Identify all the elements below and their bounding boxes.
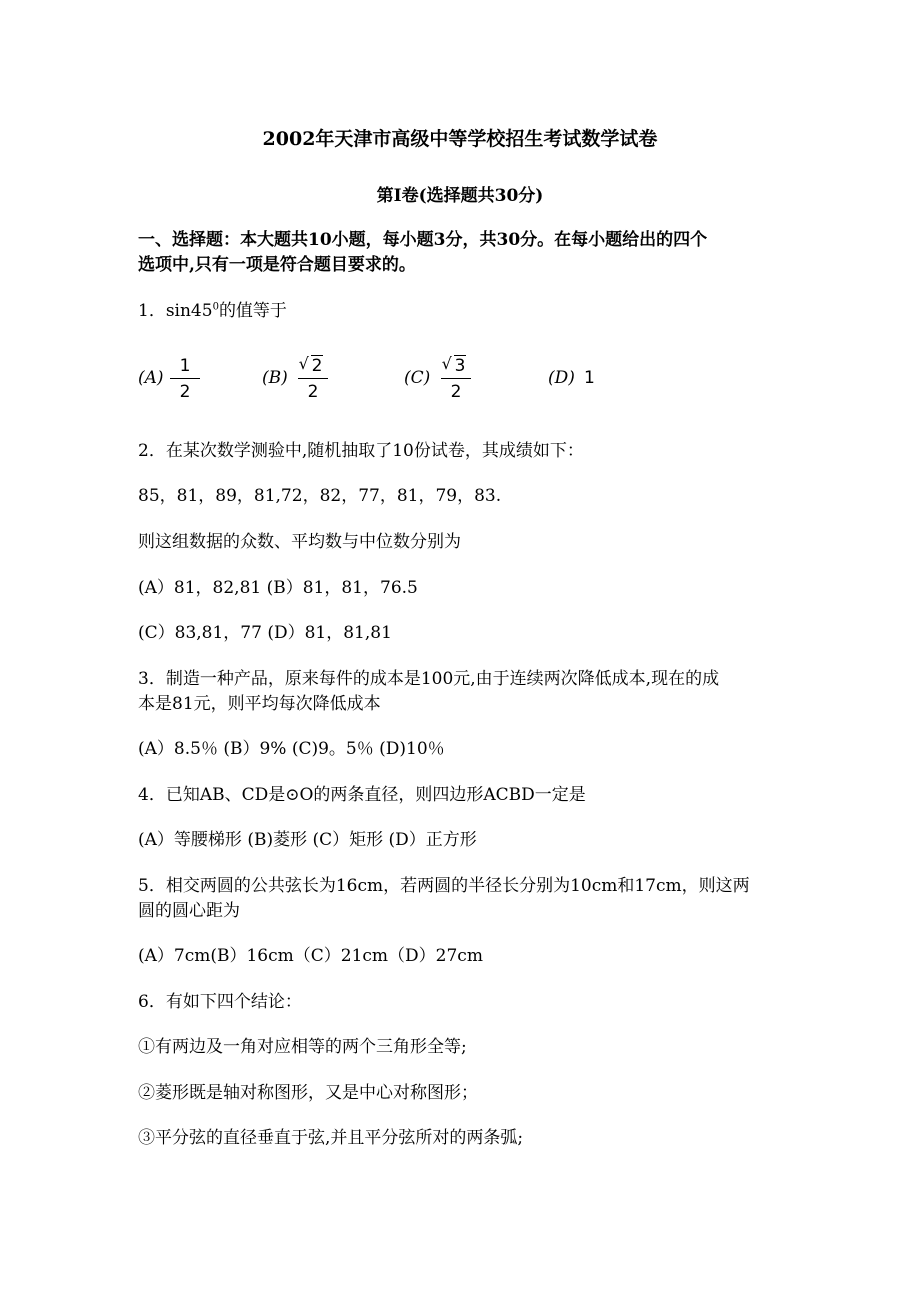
choice-b-numerator (298, 354, 328, 379)
question-2-stem: 2．在某次数学测验中,随机抽取了10份试卷，其成绩如下： (138, 441, 584, 461)
sqrt-symbol (303, 354, 324, 378)
choice-a-numerator: 1 (170, 354, 200, 379)
question-3-stem-2: 本是81元，则平均每次降低成本 (138, 694, 381, 714)
question-2-data: 85，81，89，81,72，82，77，81，79，83. (138, 486, 502, 506)
question-3-options: (A）8.5％ (B）9% (C)9。5％ (D)10％ (138, 739, 445, 759)
choice-b-label: (B) (262, 368, 288, 388)
instructions-line-2: 选项中,只有一项是符合题目要求的。 (138, 255, 416, 275)
choice-b-denominator: 2 (307, 382, 319, 402)
choice-c-numerator (441, 354, 471, 379)
question-2-options-2: (C）83,81，77 (D）81，81,81 (138, 623, 392, 643)
choice-a-denominator: 2 (179, 382, 191, 402)
choice-a-fraction (170, 354, 200, 403)
q1-stem-pre: 1．sin45 (138, 301, 213, 321)
question-5-stem-1: 5．相交两圆的公共弦长为16cm，若两圆的半径长分别为10cm和17cm，则这两 (138, 876, 750, 896)
question-5-stem-2: 圆的圆心距为 (138, 901, 240, 921)
question-6-item-1: ①有两边及一角对应相等的两个三角形全等; (138, 1037, 467, 1057)
question-4-stem: 4．已知AB、CD是⊙O的两条直径，则四边形ACBD一定是 (138, 785, 586, 805)
exam-title: 2002年天津市高级中等学校招生考试数学试卷 (262, 128, 658, 150)
choice-c-radicand: 3 (454, 356, 466, 376)
choice-d-label: (D) (548, 368, 575, 388)
choice-c-denominator: 2 (450, 382, 462, 402)
q1-degree-superscript: 0 (212, 301, 219, 313)
choice-b-radicand: 2 (311, 356, 323, 376)
question-4-options: (A）等腰梯形 (B)菱形 (C）矩形 (D）正方形 (138, 830, 477, 850)
section-heading: 第Ⅰ卷(选择题共30分) (376, 186, 544, 206)
question-1-choices (138, 352, 738, 408)
q1-stem-post: 的值等于 (218, 301, 287, 321)
choice-a-label: (A) (138, 368, 164, 388)
choice-b-fraction (298, 354, 328, 403)
question-3-stem-1: 3．制造一种产品，原来每件的成本是100元,由于连续两次降低成本,现在的成 (138, 669, 720, 689)
question-6-item-3: ③平分弦的直径垂直于弦,并且平分弦所对的两条弧; (138, 1128, 524, 1148)
question-2-options-1: (A）81，82,81 (B）81，81，76.5 (138, 578, 418, 598)
sqrt-symbol (446, 354, 467, 378)
question-6-item-2: ②菱形既是轴对称图形，又是中心对称图形； (138, 1083, 478, 1103)
question-2-question: 则这组数据的众数、平均数与中位数分别为 (138, 532, 461, 552)
choice-c-label: (C) (404, 368, 431, 388)
instructions-line-1: 一、选择题：本大题共10小题，每小题3分，共30分。在每小题给出的四个 (138, 230, 708, 250)
choice-d-value: 1 (584, 368, 595, 388)
question-6-stem: 6．有如下四个结论： (138, 992, 302, 1012)
question-1-stem (138, 299, 287, 323)
question-5-options: (A）7cm(B）16cm（C）21cm（D）27cm (138, 946, 483, 966)
choice-c-fraction (441, 354, 471, 403)
